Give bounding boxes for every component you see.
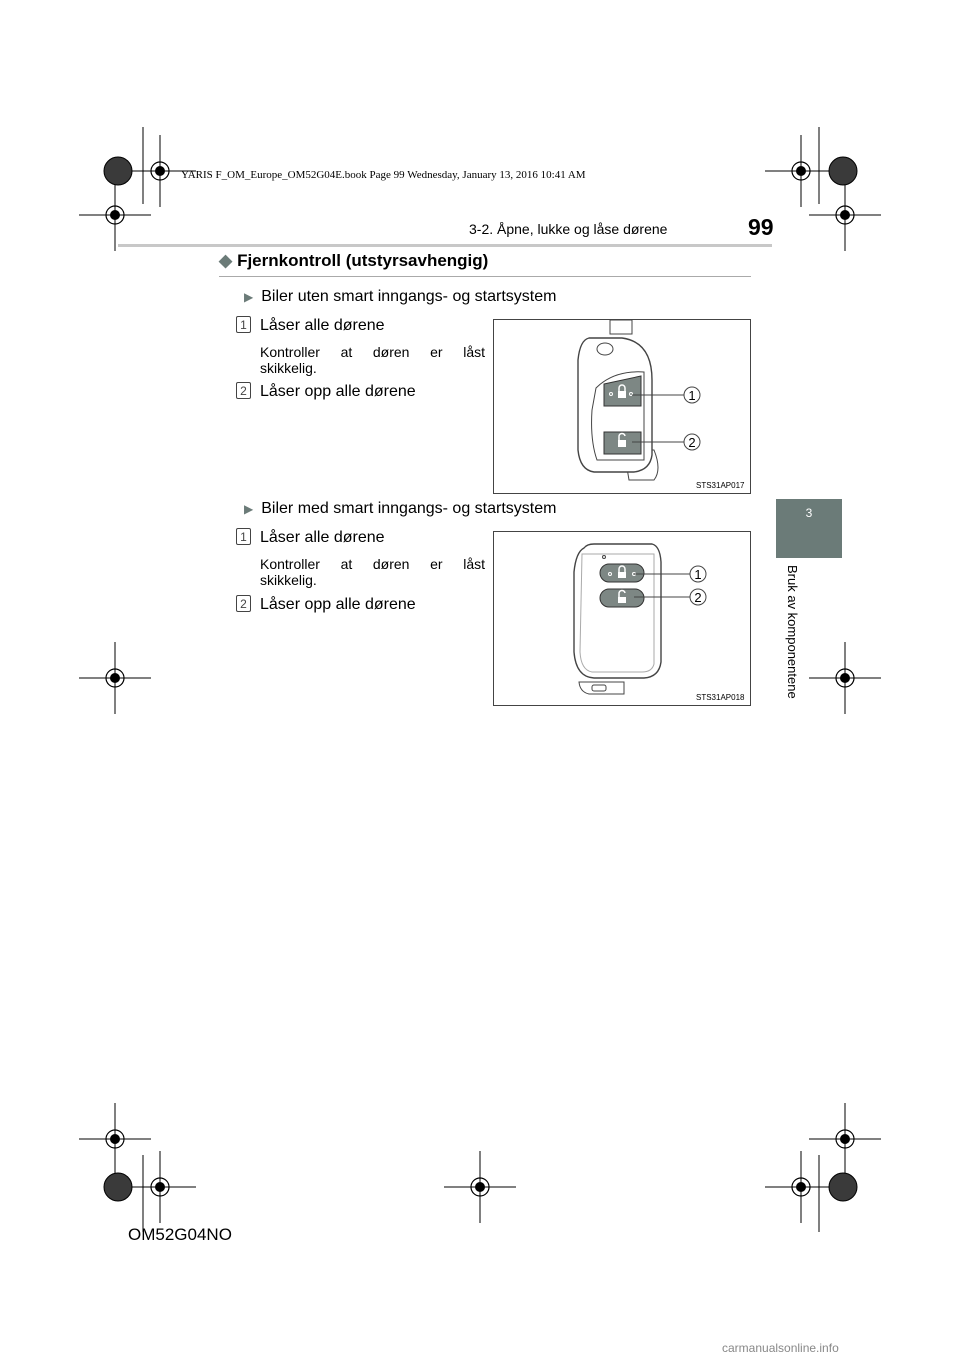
- chapter-tab-number: 3: [805, 506, 813, 520]
- step-description-line: Kontroller at døren er låst: [260, 344, 485, 360]
- step-text: Låser alle dørene: [260, 529, 385, 546]
- manual-code: OM52G04NO: [128, 1225, 232, 1244]
- step-number-icon: 1: [236, 316, 251, 333]
- step-text: Låser alle dørene: [260, 317, 385, 334]
- group-heading: [244, 288, 556, 306]
- smart-key-illustration: [494, 532, 750, 705]
- step-description: [260, 344, 485, 376]
- diamond-icon: ◆: [219, 251, 233, 270]
- figure-smart-key: [493, 531, 751, 706]
- print-info-line: YARIS F_OM_Europe_OM52G04E.book Page 99 Wednesday, January 13, 2016 10:41 AM: [181, 169, 586, 181]
- step-number-icon: 2: [236, 595, 251, 612]
- callout-label: 2: [694, 590, 702, 605]
- step-description-line: skikkelig.: [260, 360, 317, 376]
- triangle-bullet-icon: ▶: [244, 290, 254, 304]
- group-heading: [244, 500, 556, 518]
- step-text: Låser opp alle dørene: [260, 596, 416, 613]
- section-title: [219, 251, 488, 271]
- watermark[interactable]: carmanualsonline.info: [722, 1341, 839, 1355]
- figure-caption: STS31AP017: [696, 481, 745, 490]
- flip-key-illustration: [494, 320, 750, 493]
- running-header: 3-2. Åpne, lukke og låse dørene: [469, 221, 668, 237]
- group-heading-text: Biler med smart inngangs- og startsystem: [261, 500, 557, 517]
- group-heading-text: Biler uten smart inngangs- og startsystem: [261, 288, 557, 305]
- step-description: [260, 556, 485, 588]
- chapter-tab-label: Bruk av komponentene: [785, 565, 800, 699]
- step-number-icon: 2: [236, 382, 251, 399]
- figure-caption: STS31AP018: [696, 693, 745, 702]
- header-rule: [118, 244, 772, 247]
- section-title-text: Fjernkontroll (utstyrsavhengig): [237, 251, 489, 270]
- page-number: 99: [748, 214, 774, 240]
- triangle-bullet-icon: ▶: [244, 502, 254, 516]
- step-description-line: skikkelig.: [260, 572, 317, 588]
- callout-label: 1: [694, 567, 702, 582]
- step-number-icon: 1: [236, 528, 251, 545]
- step-text: Låser opp alle dørene: [260, 383, 416, 400]
- callout-label: 1: [688, 388, 696, 403]
- step-description-line: Kontroller at døren er låst: [260, 556, 485, 572]
- callout-label: 2: [688, 435, 696, 450]
- figure-key-flip: [493, 319, 751, 494]
- section-rule: [219, 276, 751, 277]
